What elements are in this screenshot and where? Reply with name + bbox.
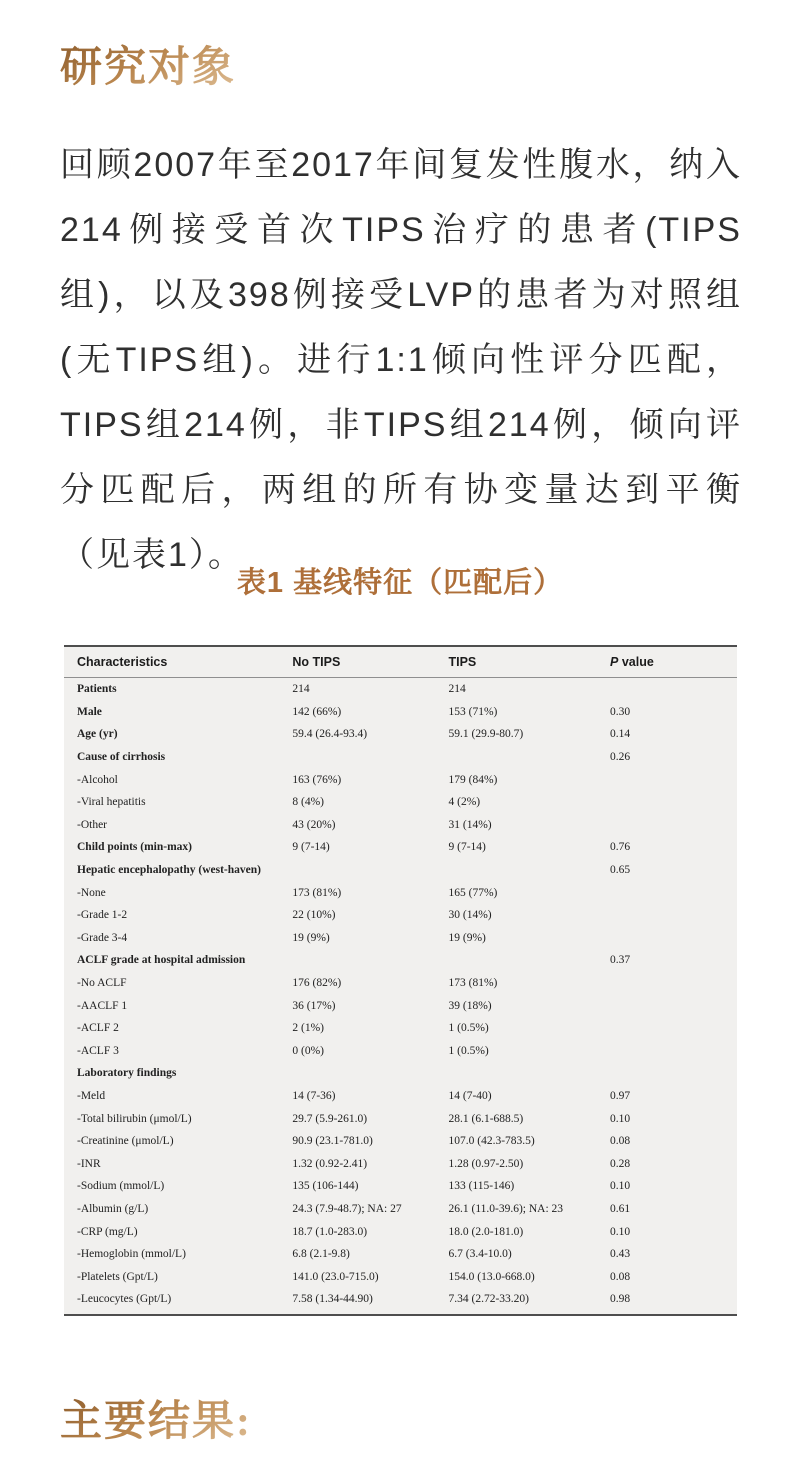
cell-p-value: 0.43 [610, 1248, 631, 1261]
table-row [64, 1040, 737, 1063]
cell-p-value: 0.30 [610, 705, 631, 718]
cell-label: Age (yr) [77, 728, 118, 741]
cell-p-value: 0.08 [610, 1135, 631, 1148]
table-row [64, 994, 737, 1017]
cell-tips: 107.0 (42.3-783.5) [448, 1135, 535, 1148]
cell-no-tips: 59.4 (26.4-93.4) [292, 728, 368, 741]
table-row [64, 949, 737, 972]
cell-no-tips: 141.0 (23.0-715.0) [292, 1270, 379, 1283]
cell-label: -AACLF 1 [77, 999, 128, 1012]
table-row [64, 1152, 737, 1175]
cell-p-value: 0.26 [610, 751, 631, 764]
section-heading-main-results: 主要结果: [60, 1388, 252, 1448]
cell-no-tips: 29.7 (5.9-261.0) [292, 1112, 368, 1125]
cell-tips: 28.1 (6.1-688.5) [448, 1112, 524, 1125]
cell-tips: 1 (0.5%) [448, 1044, 489, 1057]
p-value-italic-part: P [610, 655, 619, 669]
cell-no-tips: 9 (7-14) [292, 841, 330, 854]
table-row [64, 1198, 737, 1221]
cell-tips: 6.7 (3.4-10.0) [448, 1248, 512, 1261]
cell-label: -Meld [77, 1089, 106, 1102]
table-row [64, 768, 737, 791]
cell-p-value: 0.61 [610, 1202, 631, 1215]
table1-title: 表1 基线特征（匹配后） [236, 567, 564, 599]
cell-tips: 19 (9%) [448, 931, 486, 944]
table-row [64, 1130, 737, 1153]
cell-tips: 30 (14%) [448, 909, 492, 922]
cell-label: -Leucocytes (Gpt/L) [77, 1293, 172, 1306]
cell-label: -ACLF 2 [77, 1022, 119, 1035]
table-row [64, 836, 737, 859]
cell-no-tips: 176 (82%) [292, 977, 342, 990]
table-row [64, 1017, 737, 1040]
cell-p-value: 0.28 [610, 1157, 631, 1170]
column-header-p-value [597, 655, 737, 669]
table-row [64, 1220, 737, 1243]
table-row [64, 814, 737, 837]
cell-label: -Platelets (Gpt/L) [77, 1270, 158, 1283]
cell-label: -No ACLF [77, 977, 127, 990]
cell-label: -INR [77, 1157, 101, 1170]
cell-no-tips: 7.58 (1.34-44.90) [292, 1293, 373, 1306]
cell-label: -Creatinine (μmol/L) [77, 1135, 174, 1148]
cell-p-value: 0.65 [610, 864, 631, 877]
table-row [64, 927, 737, 950]
cell-tips: 4 (2%) [448, 796, 481, 809]
cell-no-tips: 173 (81%) [292, 886, 342, 899]
cell-tips: 154.0 (13.0-668.0) [448, 1270, 535, 1283]
table-row [64, 678, 737, 701]
cell-label: -Hemoglobin (mmol/L) [77, 1248, 186, 1261]
cell-no-tips: 36 (17%) [292, 999, 336, 1012]
cell-tips: 26.1 (11.0-39.6); NA: 23 [448, 1202, 564, 1215]
cell-label: -Alcohol [77, 773, 118, 786]
research-paragraph: 回顾2007年至2017年间复发性腹水，纳入214例接受首次TIPS治疗的患者(TIPS组)，以及398例接受LVP的患者为对照组(无TIPS组)。进行1:1倾向性评分匹配，TIPS组214例，非TIPS组214例，倾向评分匹配后，两组的所有协变量达到平衡（见表1）。 [60, 146, 742, 574]
section-heading-research-subjects: 研究对象 [60, 34, 236, 94]
cell-no-tips: 22 (10%) [292, 909, 336, 922]
cell-no-tips: 8 (4%) [292, 796, 324, 809]
cell-label: -Other [77, 818, 108, 831]
cell-label: -CRP (mg/L) [77, 1225, 138, 1238]
table-row [64, 972, 737, 995]
cell-p-value: 0.98 [610, 1293, 631, 1306]
table-header-row [64, 647, 737, 678]
table-row [64, 746, 737, 769]
cell-no-tips: 142 (66%) [292, 705, 342, 718]
cell-no-tips: 18.7 (1.0-283.0) [292, 1225, 368, 1238]
cell-label: -None [77, 886, 106, 899]
table-row [64, 1288, 737, 1311]
cell-tips: 59.1 (29.9-80.7) [448, 728, 524, 741]
cell-tips: 1 (0.5%) [448, 1022, 489, 1035]
column-header-tips: TIPS [448, 655, 477, 669]
cell-tips: 133 (115-146) [448, 1180, 515, 1193]
cell-p-value: 0.14 [610, 728, 631, 741]
cell-tips: 18.0 (2.0-181.0) [448, 1225, 524, 1238]
cell-no-tips: 90.9 (23.1-781.0) [292, 1135, 373, 1148]
p-value-rest-part: value [618, 655, 654, 669]
cell-label: Patients [77, 683, 117, 696]
cell-tips: 31 (14%) [448, 818, 492, 831]
cell-no-tips: 0 (0%) [292, 1044, 324, 1057]
cell-label: -Grade 1-2 [77, 909, 128, 922]
cell-label: -Total bilirubin (μmol/L) [77, 1112, 192, 1125]
cell-label: Hepatic encephalopathy (west-haven) [77, 864, 261, 877]
cell-no-tips: 6.8 (2.1-9.8) [292, 1248, 350, 1261]
cell-tips: 1.28 (0.97-2.50) [448, 1157, 524, 1170]
cell-tips: 173 (81%) [448, 977, 498, 990]
cell-no-tips: 19 (9%) [292, 931, 330, 944]
cell-no-tips: 214 [292, 683, 310, 696]
cell-p-value: 0.10 [610, 1180, 631, 1193]
cell-label: Child points (min-max) [77, 841, 193, 854]
cell-no-tips: 1.32 (0.92-2.41) [292, 1157, 368, 1170]
cell-tips: 153 (71%) [448, 705, 498, 718]
table-row [64, 791, 737, 814]
cell-p-value: 0.08 [610, 1270, 631, 1283]
table-row [64, 1243, 737, 1266]
cell-p-value: 0.97 [610, 1089, 631, 1102]
cell-p-value: 0.37 [610, 954, 631, 967]
cell-tips: 7.34 (2.72-33.20) [448, 1293, 529, 1306]
cell-tips: 165 (77%) [448, 886, 498, 899]
cell-label: -Albumin (g/L) [77, 1202, 149, 1215]
cell-p-value: 0.10 [610, 1225, 631, 1238]
cell-label: -Viral hepatitis [77, 796, 146, 809]
cell-tips: 179 (84%) [448, 773, 498, 786]
cell-no-tips: 163 (76%) [292, 773, 342, 786]
cell-tips: 14 (7-40) [448, 1089, 492, 1102]
cell-tips: 9 (7-14) [448, 841, 486, 854]
cell-no-tips: 24.3 (7.9-48.7); NA: 27 [292, 1202, 402, 1215]
cell-tips: 214 [448, 683, 466, 696]
cell-p-value: 0.10 [610, 1112, 631, 1125]
table-body [64, 678, 737, 1311]
column-header-characteristics: Characteristics [77, 655, 168, 669]
cell-no-tips: 135 (106-144) [292, 1180, 359, 1193]
table-row [64, 904, 737, 927]
column-header-no-tips: No TIPS [292, 655, 341, 669]
cell-label: ACLF grade at hospital admission [77, 954, 246, 967]
table-row [64, 1175, 737, 1198]
table-row [64, 1085, 737, 1108]
table-row [64, 1265, 737, 1288]
table-row [64, 1107, 737, 1130]
cell-tips: 39 (18%) [448, 999, 492, 1012]
table-row [64, 701, 737, 724]
cell-label: -ACLF 3 [77, 1044, 119, 1057]
cell-no-tips: 14 (7-36) [292, 1089, 336, 1102]
cell-label: -Sodium (mmol/L) [77, 1180, 165, 1193]
cell-label: Cause of cirrhosis [77, 751, 166, 764]
table-row [64, 1062, 737, 1085]
cell-label: -Grade 3-4 [77, 931, 128, 944]
baseline-characteristics-table [64, 645, 737, 1316]
cell-no-tips: 2 (1%) [292, 1022, 324, 1035]
table-row [64, 859, 737, 882]
cell-label: Laboratory findings [77, 1067, 177, 1080]
table-row [64, 881, 737, 904]
cell-no-tips: 43 (20%) [292, 818, 336, 831]
cell-label: Male [77, 705, 102, 718]
table-row [64, 723, 737, 746]
cell-p-value: 0.76 [610, 841, 631, 854]
